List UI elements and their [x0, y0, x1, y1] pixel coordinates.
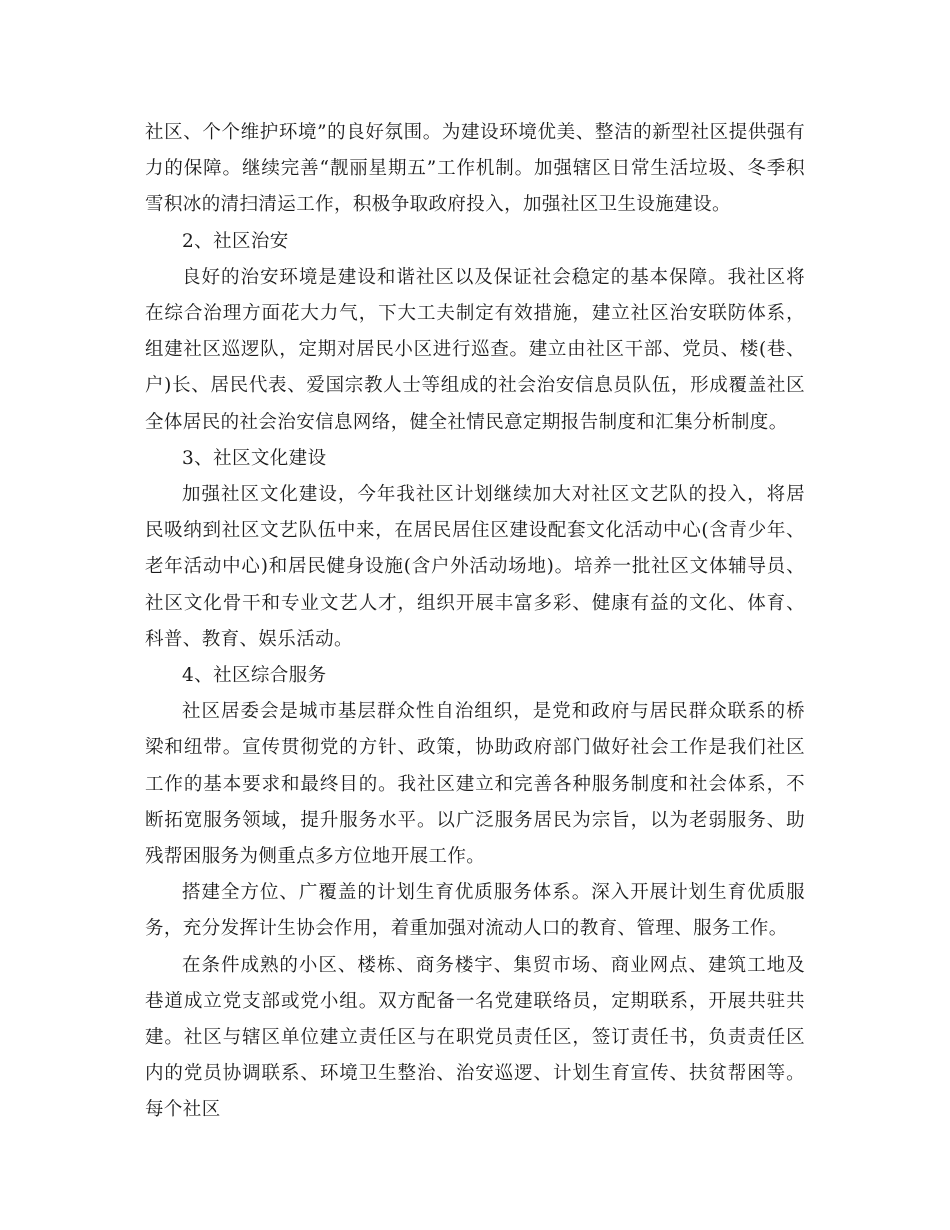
paragraph-family-planning: 搭建全方位、广覆盖的计划生育优质服务体系。深入开展计划生育优质服务，充分发挥计生协会作用，着重加强对流动人口的教育、管理、服务工作。: [145, 882, 805, 940]
section-heading-culture: 3、社区文化建设: [182, 447, 327, 469]
paragraph-culture: 加强社区文化建设，今年我社区计划继续加大对社区文艺队的投入，将居民吸纳到社区文艺队伍中来，在居民居住区建设配套文化活动中心(含青少年、老年活动中心)和居民健身设施(含户外活动场地)。培养一批社区文体辅导员、社区文化骨干和专业文艺人才，组织开展丰富多彩、健康有益的文化、体育、科普、教育、娱乐活动。: [145, 484, 805, 650]
document-body: [145, 115, 805, 1129]
paragraph-public-security: 良好的治安环境是建设和谐社区以及保证社会稳定的基本保障。我社区将在综合治理方面花大力气，下大工夫制定有效措施，建立社区治安联防体系，组建社区巡逻队，定期对居民小区进行巡查。建立由社区干部、党员、楼(巷、户)长、居民代表、爱国宗教人士等组成的社会治安信息员队伍，形成覆盖社区全体居民的社会治安信息网络，健全社情民意定期报告制度和汇集分析制度。: [145, 266, 805, 433]
section-heading-services: 4、社区综合服务: [182, 665, 327, 687]
section-heading-public-security: 2、社区治安: [182, 230, 289, 252]
paragraph-environment-continued: 社区、个个维护环境”的良好氛围。为建设环境优美、整洁的新型社区提供强有力的保障。继续完善“靓丽星期五”工作机制。加强辖区日常生活垃圾、冬季积雪积冰的清扫清运工作，积极争取政府投入，加强社区卫生设施建设。: [145, 122, 805, 216]
paragraph-party-building: 在条件成熟的小区、楼栋、商务楼宇、集贸市场、商业网点、建筑工地及巷道成立党支部或党小组。双方配备一名党建联络员，定期联系，开展共驻共建。社区与辖区单位建立责任区与在职党员责任区，签订责任书，负责责任区内的党员协调联系、环境卫生整治、治安巡逻、计划生育宣传、扶贫帮困等。每个社区: [145, 954, 805, 1121]
paragraph-services: 社区居委会是城市基层群众性自治组织，是党和政府与居民群众联系的桥梁和纽带。宣传贯彻党的方针、政策，协助政府部门做好社会工作是我们社区工作的基本要求和最终目的。我社区建立和完善各种服务制度和社会体系，不断拓宽服务领域，提升服务水平。以广泛服务居民为宗旨，以为老弱服务、助残帮困服务为侧重点多方位地开展工作。: [145, 701, 805, 868]
